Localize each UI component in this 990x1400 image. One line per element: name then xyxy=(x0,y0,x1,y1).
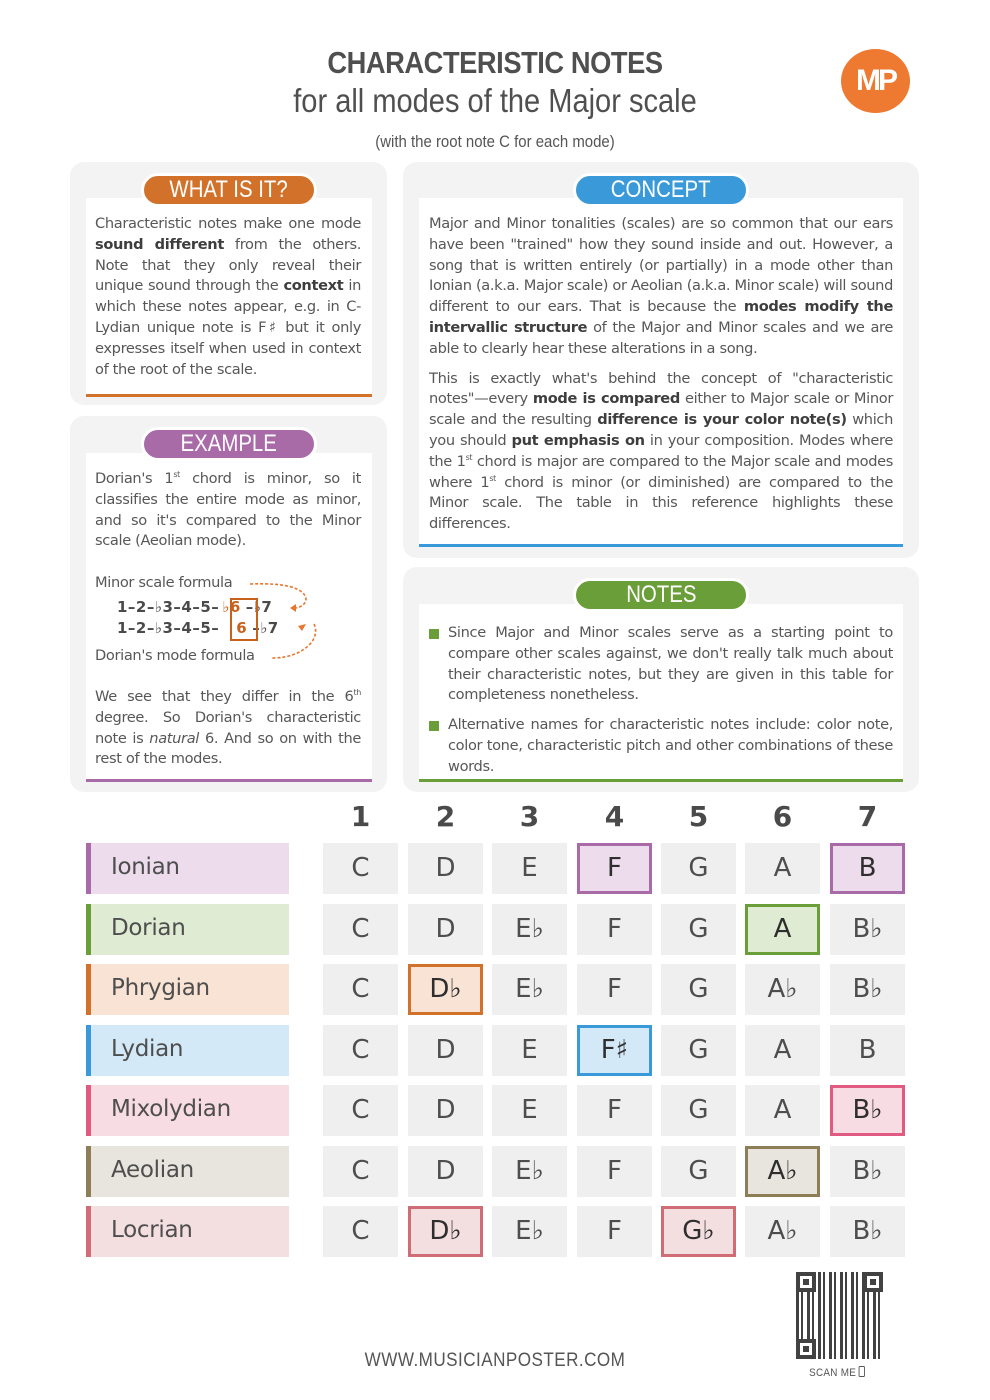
notes-item: Since Major and Minor scales serve as a starting point to compare other scales against, we don't really talk much about their characteristic notes, but they are given in this table for completeness nonetheless. xyxy=(429,623,893,706)
note-cell: C xyxy=(323,1025,398,1076)
note-cell: E xyxy=(492,843,567,894)
note-cell: A xyxy=(745,1085,820,1136)
note-cell: B xyxy=(830,1025,905,1076)
concept-text xyxy=(429,214,893,535)
mode-name: Locrian xyxy=(111,1217,193,1243)
note-cell: A xyxy=(745,1025,820,1076)
mode-label-ionian xyxy=(86,843,289,894)
what-is-it-heading: WHAT IS IT? xyxy=(141,173,317,207)
note-cell: C xyxy=(323,1206,398,1257)
what-is-it-text: Characteristic notes make one mode sound different from the others. Note that they only reveal their unique sound through the context in which these notes appear, e.g. in C-Lydian unique note is F♯ but it only expresses itself when used in context of the root of the scale. xyxy=(95,215,362,378)
mode-label-aeolian xyxy=(86,1146,289,1197)
mode-label-lydian xyxy=(86,1025,289,1076)
note-cell: F xyxy=(577,964,652,1015)
mode-label-dorian xyxy=(86,904,289,955)
mode-name: Mixolydian xyxy=(111,1096,231,1122)
notes-list xyxy=(429,623,893,778)
website-link[interactable]: WWW.MUSICIANPOSTER.COM xyxy=(364,1350,626,1371)
mode-label-mixolydian xyxy=(86,1085,289,1136)
minor-formula-label: Minor scale formula xyxy=(95,574,233,591)
mode-label-locrian xyxy=(86,1206,289,1257)
mode-name: Lydian xyxy=(111,1035,184,1062)
minor-scale-formula: 1–2–♭3–4–5– ♭6 –♭7 xyxy=(117,598,273,616)
what-is-it-underline xyxy=(86,394,372,397)
note-cell: G xyxy=(661,843,736,894)
note-cell: C xyxy=(323,1085,398,1136)
characteristic-note-cell: A♭ xyxy=(745,1146,820,1197)
dorian-arrow-icon xyxy=(268,620,318,664)
note-cell: G xyxy=(661,1146,736,1197)
note-cell: D xyxy=(408,843,483,894)
notes-item: Alternative names for characteristic notes include: color note, color tone, characteristic pitch and other combinations of these words. xyxy=(429,715,893,777)
note-cell: E♭ xyxy=(492,904,567,955)
page-title: CHARACTERISTIC NOTES xyxy=(327,45,663,80)
notes-heading: NOTES xyxy=(573,578,749,612)
note-cell: G xyxy=(661,1085,736,1136)
note-cell: E xyxy=(492,1025,567,1076)
degree-header: 5 xyxy=(688,800,709,833)
musicianposter-logo xyxy=(841,49,910,113)
note-cell: C xyxy=(323,904,398,955)
example-heading: EXAMPLE xyxy=(141,427,317,461)
note-cell: F xyxy=(577,904,652,955)
concept-heading: CONCEPT xyxy=(573,173,749,207)
concept-paragraph-1: Major and Minor tonalities (scales) are so common that our ears have been "trained" how they sound inside and out. However, a song that is written entirely (or partially) in a mode other than Ionian (a.k.a. Major scale) or Aeolian (a.k.a. Minor scale) will sound different to our ears. That is because the modes modify the intervallic structure of the Major and Minor scales and we are able to clearly hear these alterations in a song. xyxy=(429,215,894,357)
note-cell: B♭ xyxy=(830,1146,905,1197)
mode-name: Ionian xyxy=(111,854,180,880)
note-cell: B♭ xyxy=(830,904,905,955)
characteristic-note-cell: D♭ xyxy=(408,1206,483,1257)
note-cell: A xyxy=(745,843,820,894)
example-underline xyxy=(86,779,372,782)
characteristic-note-cell: D♭ xyxy=(408,964,483,1015)
characteristic-note-cell: F♯ xyxy=(577,1025,652,1076)
degree-header: 3 xyxy=(519,800,540,833)
characteristic-note-cell: F xyxy=(577,843,652,894)
degree-header: 4 xyxy=(604,800,625,833)
mode-label-phrygian xyxy=(86,964,289,1015)
note-cell: D xyxy=(408,1146,483,1197)
note-cell: C xyxy=(323,843,398,894)
page-note: (with the root note C for each mode) xyxy=(375,132,615,151)
note-cell: F xyxy=(577,1146,652,1197)
degree-header: 6 xyxy=(772,800,793,833)
page-subtitle: for all modes of the Major scale xyxy=(293,82,697,119)
dorian-mode-formula: 1–2–♭3–4–5– 6 –♭7 xyxy=(117,619,279,637)
degree-header: 7 xyxy=(857,800,878,833)
degree-header: 2 xyxy=(435,800,456,833)
note-cell: F xyxy=(577,1085,652,1136)
note-cell: E♭ xyxy=(492,1206,567,1257)
mode-name: Phrygian xyxy=(111,975,210,1001)
characteristic-note-cell: A xyxy=(745,904,820,955)
logo-text: MP xyxy=(856,64,895,97)
note-cell: C xyxy=(323,1146,398,1197)
note-cell: D xyxy=(408,1025,483,1076)
note-cell: G xyxy=(661,904,736,955)
mode-name: Dorian xyxy=(111,914,186,941)
mode-name: Aeolian xyxy=(111,1156,194,1183)
note-cell: G xyxy=(661,1025,736,1076)
note-cell: G xyxy=(661,964,736,1015)
note-cell: C xyxy=(323,964,398,1015)
note-cell: A♭ xyxy=(745,964,820,1015)
concept-underline xyxy=(419,544,903,547)
note-cell: F xyxy=(577,1206,652,1257)
note-cell: D xyxy=(408,1085,483,1136)
dorian-formula-label: Dorian's mode formula xyxy=(95,647,255,664)
characteristic-note-cell: B xyxy=(830,843,905,894)
note-cell: D xyxy=(408,904,483,955)
note-cell: E♭ xyxy=(492,1146,567,1197)
degree-header: 1 xyxy=(350,800,371,833)
scan-me-label: SCAN ME xyxy=(809,1366,865,1379)
qr-code[interactable] xyxy=(796,1272,883,1359)
note-cell: B♭ xyxy=(830,964,905,1015)
note-cell: A♭ xyxy=(745,1206,820,1257)
note-cell: E xyxy=(492,1085,567,1136)
example-outro: We see that they differ in the 6th degree. So Dorian's characteristic note is natural 6. And so on with the rest of the modes. xyxy=(95,688,362,768)
note-cell: B♭ xyxy=(830,1206,905,1257)
example-intro: Dorian's 1st chord is minor, so it classifies the entire mode as minor, and so it's compared to the Minor scale (Aeolian mode). xyxy=(95,470,362,550)
characteristic-note-cell: B♭ xyxy=(830,1085,905,1136)
note-cell: E♭ xyxy=(492,964,567,1015)
phone-icon xyxy=(859,1366,865,1377)
characteristic-note-cell: G♭ xyxy=(661,1206,736,1257)
notes-underline xyxy=(419,779,903,782)
difference-box xyxy=(230,598,258,641)
title-block xyxy=(0,44,990,152)
concept-paragraph-2: This is exactly what's behind the concept of "characteristic notes"—every mode is compared either to Major scale or Minor scale and the resulting difference is your color note(s) which you should put emphasis on in your composition. Modes where the 1st chord is major are compared to the Major scale and modes where 1st chord is minor (or diminished) are compared to the Minor scale. The table in this reference highlights these differences. xyxy=(429,369,894,533)
